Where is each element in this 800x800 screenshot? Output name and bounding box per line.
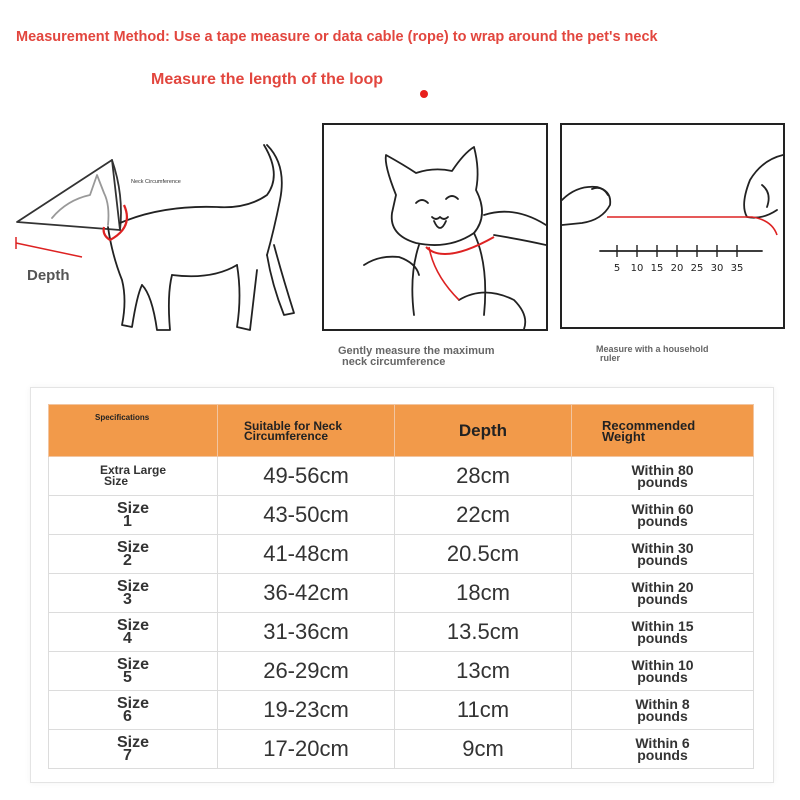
weight-line2: pounds bbox=[637, 747, 688, 763]
weight-line2: pounds bbox=[637, 474, 688, 490]
depth-cell: 28cm bbox=[395, 457, 572, 496]
neck-cell: 43-50cm bbox=[218, 496, 395, 535]
weight-line1: Within 60 bbox=[631, 501, 694, 517]
depth-cell: 9cm bbox=[395, 730, 572, 769]
depth-cell: 11cm bbox=[395, 691, 572, 730]
ruler-caption bbox=[596, 345, 709, 363]
size-line1: Size bbox=[116, 617, 149, 634]
cat-caption-line2: neck circumference bbox=[342, 356, 446, 368]
ruler-tick-label: 10 bbox=[630, 263, 644, 274]
weight-line1: Within 30 bbox=[631, 540, 694, 556]
ruler-caption-line1: Measure with a household bbox=[596, 344, 709, 354]
size-line2: 1 bbox=[122, 513, 132, 530]
size-line1: Size bbox=[116, 695, 149, 712]
ruler-tick-label: 25 bbox=[690, 263, 704, 274]
neck-cell: 49-56cm bbox=[218, 457, 395, 496]
ruler-tick-label: 15 bbox=[650, 263, 664, 274]
size-cell bbox=[49, 535, 218, 574]
depth-label: Depth bbox=[27, 267, 70, 284]
neck-cell: 26-29cm bbox=[218, 652, 395, 691]
ruler-tick-label: 5 bbox=[613, 263, 621, 274]
table-row bbox=[49, 535, 754, 574]
depth-cell: 13cm bbox=[395, 652, 572, 691]
weight-line2: pounds bbox=[637, 513, 688, 529]
neck-cell: 31-36cm bbox=[218, 613, 395, 652]
size-cell bbox=[49, 574, 218, 613]
depth-cell: 18cm bbox=[395, 574, 572, 613]
size-cell bbox=[49, 496, 218, 535]
header-specifications: Specifications bbox=[49, 405, 218, 457]
weight-line1: Within 6 bbox=[635, 735, 690, 751]
neck-cell: 17-20cm bbox=[218, 730, 395, 769]
size-line2: 4 bbox=[122, 630, 132, 647]
cat-caption-line1: Gently measure the maximum bbox=[338, 345, 495, 357]
weight-line1: Within 8 bbox=[635, 696, 690, 712]
header-neck-circumference bbox=[218, 405, 395, 457]
header-neck-line2: Circumference bbox=[244, 428, 329, 443]
table-row bbox=[49, 691, 754, 730]
size-table bbox=[48, 404, 754, 769]
cat-caption bbox=[338, 346, 495, 368]
depth-cell: 13.5cm bbox=[395, 613, 572, 652]
weight-line1: Within 80 bbox=[631, 462, 694, 478]
weight-cell bbox=[572, 535, 754, 574]
size-cell bbox=[49, 652, 218, 691]
size-line1: Size bbox=[116, 539, 149, 556]
weight-line2: pounds bbox=[637, 591, 688, 607]
header-neck-line1: Suitable for Neck bbox=[244, 418, 343, 433]
weight-cell bbox=[572, 691, 754, 730]
neck-cell: 41-48cm bbox=[218, 535, 395, 574]
weight-cell bbox=[572, 613, 754, 652]
ruler-tick-label: 35 bbox=[730, 263, 744, 274]
weight-cell bbox=[572, 652, 754, 691]
size-cell bbox=[49, 457, 218, 496]
ruler-measure-panel bbox=[560, 123, 785, 329]
table-row bbox=[49, 457, 754, 496]
table-row bbox=[49, 574, 754, 613]
table-header-row bbox=[49, 405, 754, 457]
size-line2: 6 bbox=[122, 708, 132, 725]
ruler-drawing bbox=[562, 125, 783, 327]
size-line2: 5 bbox=[122, 669, 132, 686]
size-line1: Extra Large bbox=[99, 463, 167, 477]
cat-drawing bbox=[324, 125, 546, 329]
depth-cell: 22cm bbox=[395, 496, 572, 535]
weight-line1: Within 10 bbox=[631, 657, 694, 673]
size-line2: Size bbox=[103, 474, 128, 488]
weight-line2: pounds bbox=[637, 552, 688, 568]
header-weight-line2: Weight bbox=[602, 428, 646, 444]
size-line1: Size bbox=[116, 734, 149, 751]
neck-cell: 19-23cm bbox=[218, 691, 395, 730]
depth-cell: 20.5cm bbox=[395, 535, 572, 574]
header-weight-line1: Recommended bbox=[602, 417, 696, 433]
dog-cone-illustration bbox=[12, 135, 302, 355]
dog-drawing bbox=[12, 135, 302, 355]
table-row bbox=[49, 613, 754, 652]
weight-cell bbox=[572, 457, 754, 496]
ruler-tick-label: 20 bbox=[670, 263, 684, 274]
table-row bbox=[49, 496, 754, 535]
size-line2: 2 bbox=[122, 552, 132, 569]
weight-line2: pounds bbox=[637, 630, 688, 646]
header-recommended-weight bbox=[572, 405, 754, 457]
weight-line1: Within 20 bbox=[631, 579, 694, 595]
neck-circumference-label: Neck Circumference bbox=[131, 179, 181, 185]
size-line2: 3 bbox=[122, 591, 132, 608]
red-dot-decoration bbox=[420, 90, 428, 98]
weight-cell bbox=[572, 496, 754, 535]
weight-line2: pounds bbox=[637, 708, 688, 724]
size-cell bbox=[49, 730, 218, 769]
ruler-caption-line2: ruler bbox=[600, 353, 621, 363]
header-depth: Depth bbox=[395, 405, 572, 457]
size-cell bbox=[49, 613, 218, 652]
weight-line2: pounds bbox=[637, 669, 688, 685]
size-line1: Size bbox=[116, 656, 149, 673]
table-row bbox=[49, 652, 754, 691]
cat-measure-panel bbox=[322, 123, 548, 331]
measure-loop-heading: Measure the length of the loop bbox=[151, 71, 384, 88]
weight-cell bbox=[572, 730, 754, 769]
ruler-tick-label: 30 bbox=[710, 263, 724, 274]
size-line1: Size bbox=[116, 500, 149, 517]
size-cell bbox=[49, 691, 218, 730]
measurement-method-heading: Measurement Method: Use a tape measure or data cable (rope) to wrap around the pet's neck bbox=[16, 29, 658, 45]
weight-line1: Within 15 bbox=[631, 618, 694, 634]
size-line1: Size bbox=[116, 578, 149, 595]
table-row bbox=[49, 730, 754, 769]
neck-cell: 36-42cm bbox=[218, 574, 395, 613]
size-line2: 7 bbox=[122, 747, 132, 764]
weight-cell bbox=[572, 574, 754, 613]
